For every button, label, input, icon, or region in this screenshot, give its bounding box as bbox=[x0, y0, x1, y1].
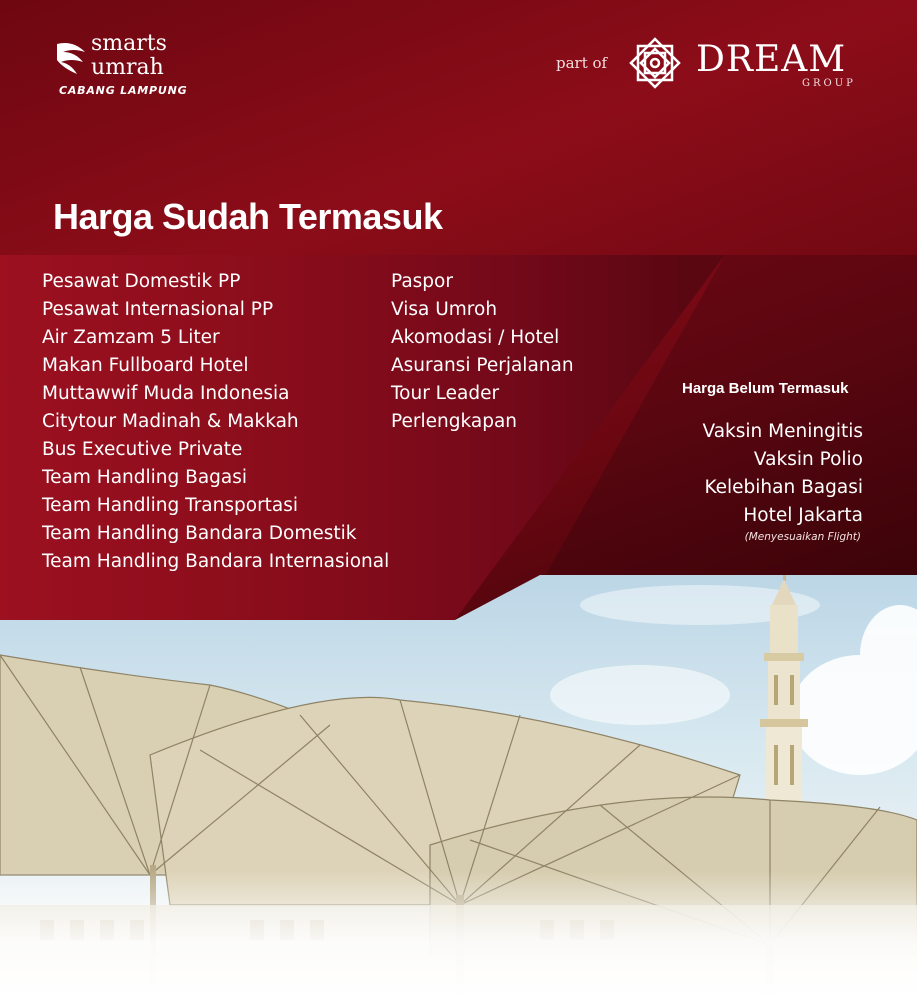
list-item: Team Handling Transportasi bbox=[42, 495, 299, 516]
partner-name: DREAM bbox=[696, 39, 847, 80]
brand-name-line1: smarts bbox=[91, 31, 167, 56]
list-item: Pesawat Internasional PP bbox=[42, 299, 274, 320]
list-item: Vaksin Meningitis bbox=[702, 421, 863, 442]
list-item: Vaksin Polio bbox=[753, 449, 863, 470]
included-title: Harga Sudah Termasuk bbox=[53, 196, 443, 237]
list-item: Bus Executive Private bbox=[42, 439, 243, 460]
excluded-list bbox=[702, 418, 863, 530]
list-item: Visa Umroh bbox=[391, 299, 498, 320]
list-item: Muttawwif Muda Indonesia bbox=[42, 383, 290, 404]
brand-name bbox=[91, 32, 167, 80]
list-item: Air Zamzam 5 Liter bbox=[42, 327, 220, 348]
list-item: Makan Fullboard Hotel bbox=[42, 355, 249, 376]
list-item: Paspor bbox=[391, 271, 453, 292]
list-item: Citytour Madinah & Makkah bbox=[42, 411, 299, 432]
brand-name-line2: umrah bbox=[91, 55, 164, 80]
bottom-fade bbox=[0, 870, 917, 1000]
list-item: Kelebihan Bagasi bbox=[704, 477, 863, 498]
list-item: Perlengkapan bbox=[391, 411, 518, 432]
list-item: Hotel Jakarta bbox=[743, 505, 863, 526]
included-list-primary bbox=[42, 268, 389, 576]
excluded-note: (Menyesuaikan Flight) bbox=[744, 531, 861, 543]
list-item: Akomodasi / Hotel bbox=[391, 327, 560, 348]
list-item: Team Handling Bandara Internasional bbox=[42, 551, 390, 572]
list-item: Team Handling Bandara Domestik bbox=[42, 523, 357, 544]
partner-sub: GROUP bbox=[802, 78, 856, 89]
wing-logo-icon bbox=[55, 38, 89, 78]
partner-prefix: part of bbox=[556, 54, 608, 72]
list-item: Team Handling Bagasi bbox=[42, 467, 248, 488]
list-item: Tour Leader bbox=[391, 383, 500, 404]
list-item: Asuransi Perjalanan bbox=[391, 355, 574, 376]
list-item: Pesawat Domestik PP bbox=[42, 271, 241, 292]
excluded-title: Harga Belum Termasuk bbox=[682, 380, 849, 397]
branch-label: CABANG LAMPUNG bbox=[59, 84, 188, 97]
star-ornament-icon bbox=[624, 32, 686, 94]
included-list-secondary bbox=[391, 268, 574, 436]
